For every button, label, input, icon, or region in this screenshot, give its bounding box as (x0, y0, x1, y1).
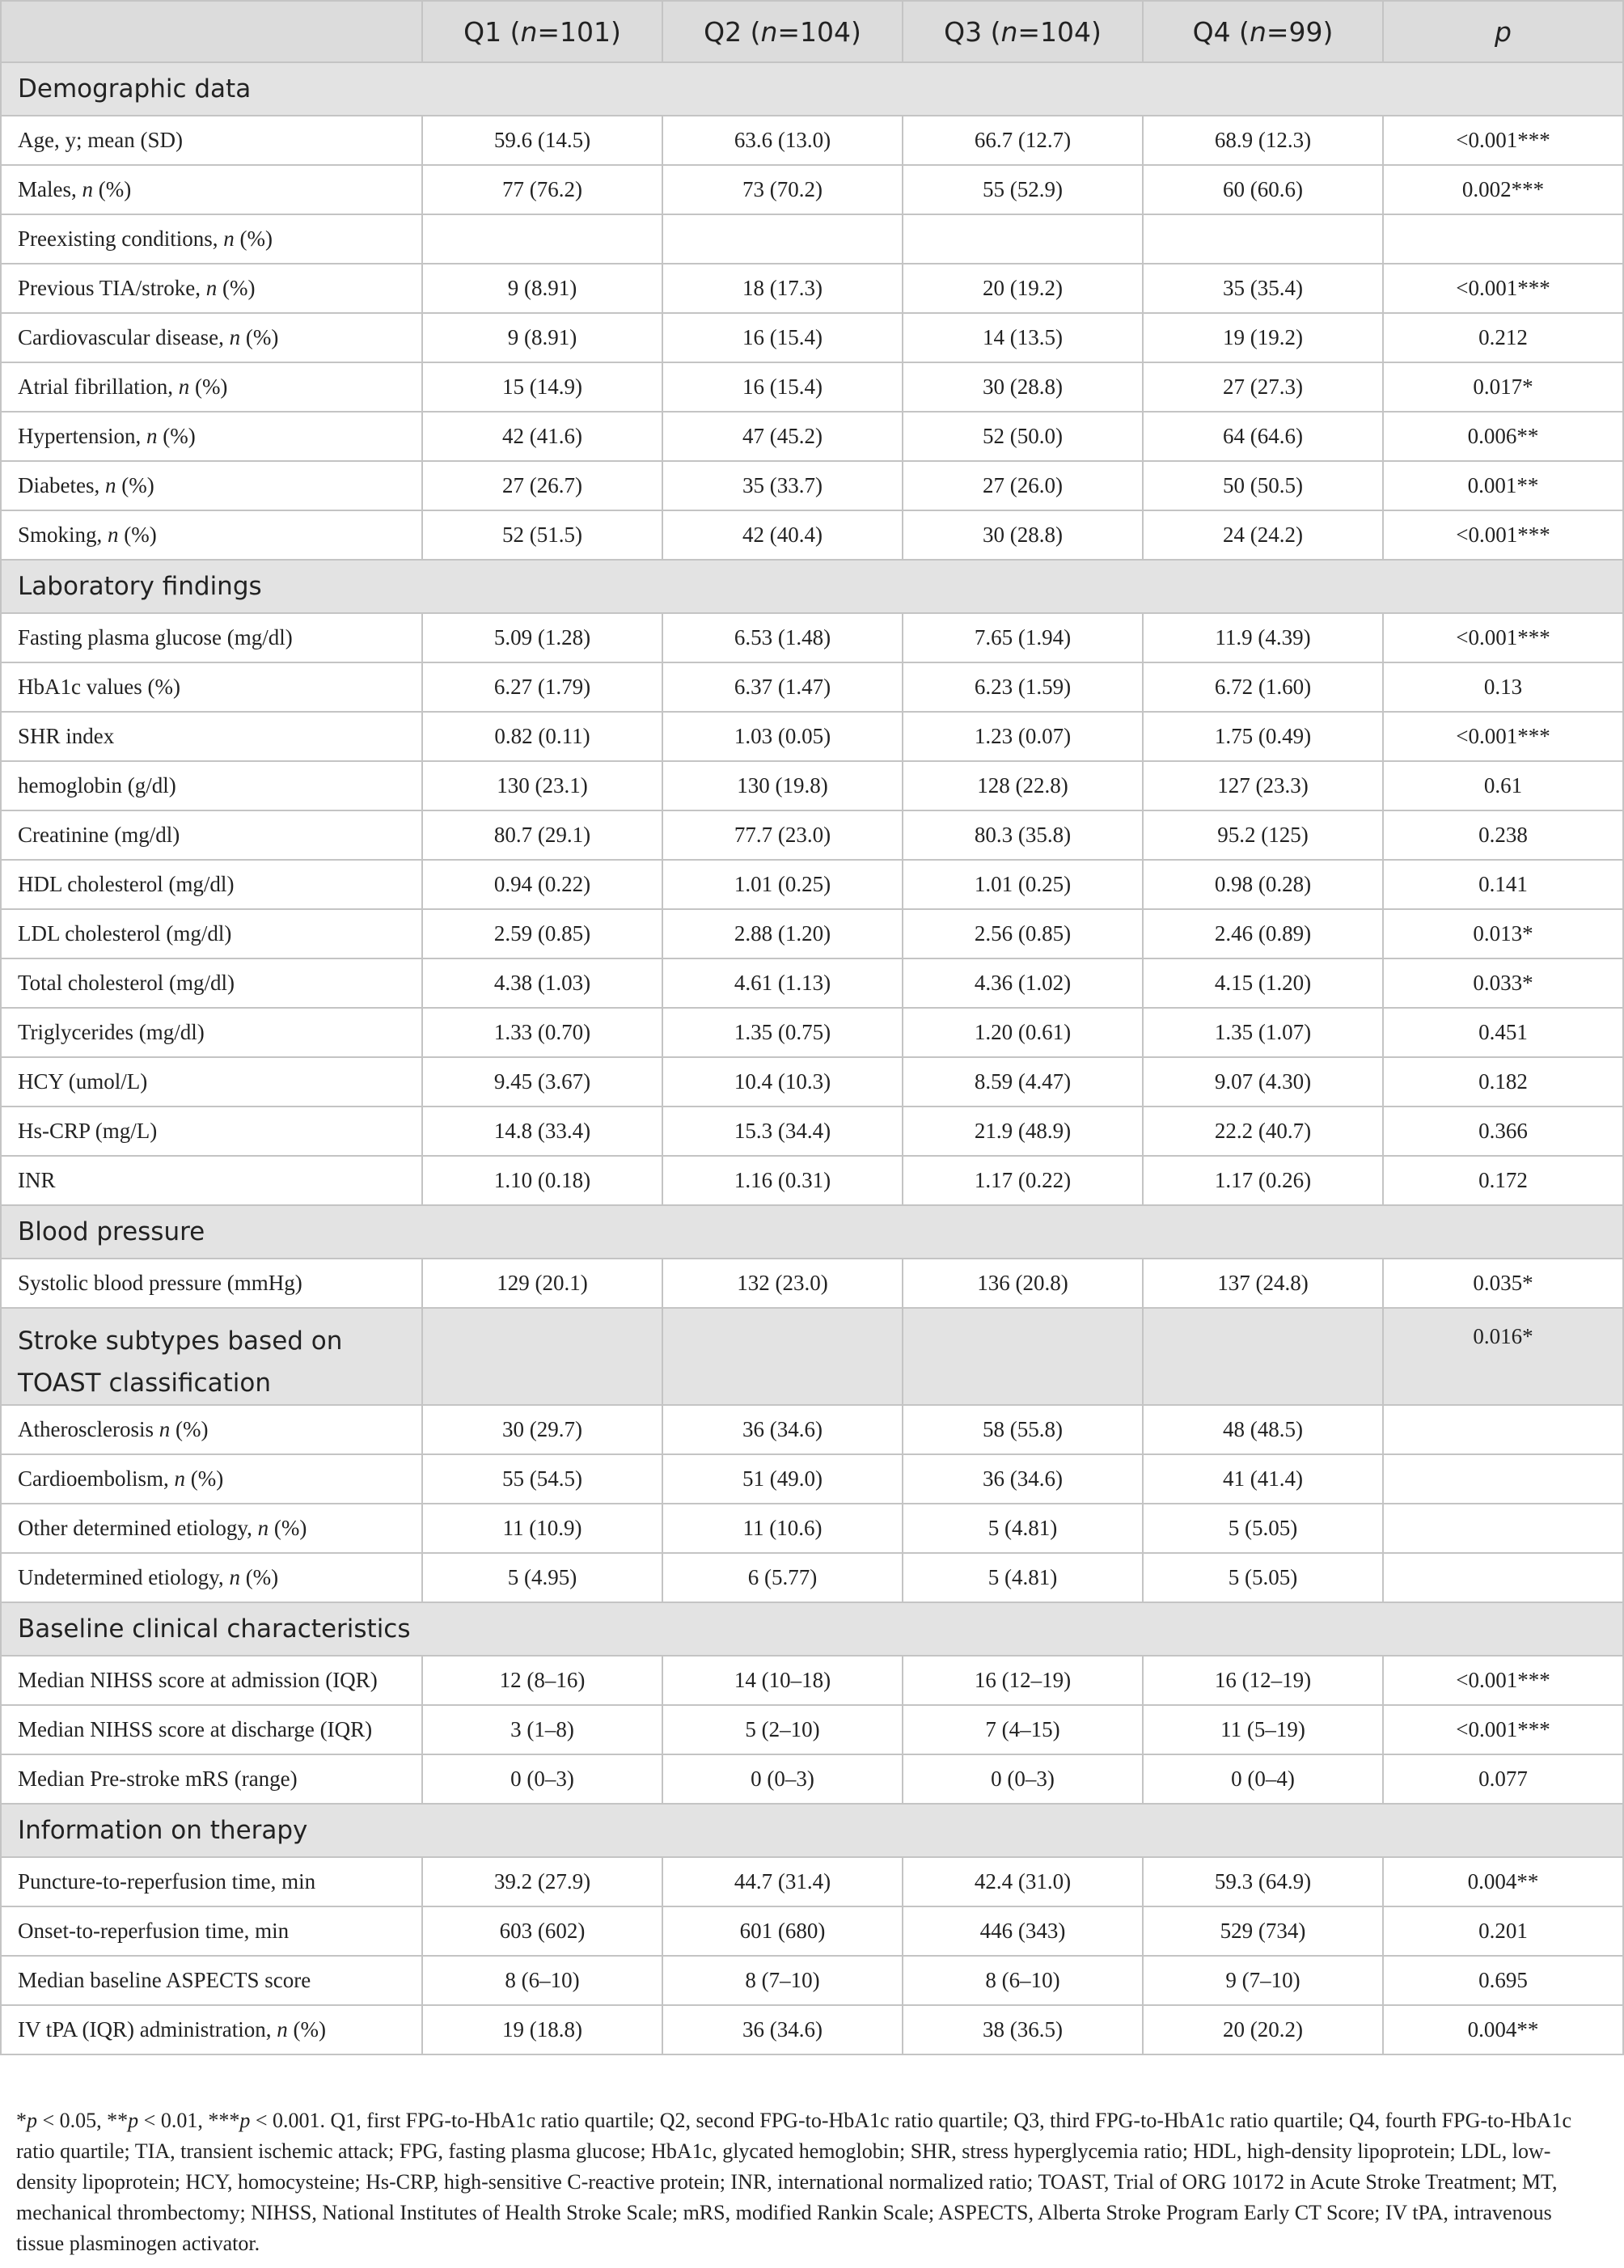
quartile-cell (662, 214, 903, 264)
p-value-cell: 0.238 (1383, 810, 1623, 860)
section-title: Baseline clinical characteristics (1, 1602, 1623, 1656)
quartile-cell: 130 (23.1) (422, 761, 662, 810)
table-row (1, 1405, 1623, 1454)
table-row (1, 860, 1623, 909)
quartile-cell: 80.3 (35.8) (903, 810, 1143, 860)
quartile-cell: 55 (52.9) (903, 165, 1143, 214)
p-value-cell: 0.172 (1383, 1156, 1623, 1205)
quartile-cell: 9 (8.91) (422, 264, 662, 313)
quartile-cell: 5 (4.81) (903, 1504, 1143, 1553)
quartile-cell: 41 (41.4) (1143, 1454, 1383, 1504)
quartile-cell: 6.27 (1.79) (422, 662, 662, 712)
quartile-cell: 2.88 (1.20) (662, 909, 903, 958)
row-label: Creatinine (mg/dl) (1, 810, 422, 860)
p-value-cell (1383, 1405, 1623, 1454)
quartile-cell: 38 (36.5) (903, 2005, 1143, 2054)
quartile-cell: 1.35 (1.07) (1143, 1008, 1383, 1057)
quartile-cell: 8 (6–10) (422, 1956, 662, 2005)
section-header-blood-pressure (1, 1205, 1623, 1259)
row-label: Median NIHSS score at admission (IQR) (1, 1656, 422, 1705)
quartile-cell: 6.37 (1.47) (662, 662, 903, 712)
row-label: hemoglobin (g/dl) (1, 761, 422, 810)
quartile-cell: 21.9 (48.9) (903, 1106, 1143, 1156)
p-value-cell: 0.61 (1383, 761, 1623, 810)
quartile-cell: 0.94 (0.22) (422, 860, 662, 909)
section-header-demographic (1, 62, 1623, 116)
quartile-cell: 44.7 (31.4) (662, 1857, 903, 1906)
p-value-cell: 0.004** (1383, 2005, 1623, 2054)
table-row (1, 1553, 1623, 1602)
quartile-cell: 11 (5–19) (1143, 1705, 1383, 1754)
section-empty-cell (1143, 1308, 1383, 1405)
table-row (1, 1656, 1623, 1705)
p-value-cell: 0.035* (1383, 1259, 1623, 1308)
row-label: INR (1, 1156, 422, 1205)
p-value-cell: 0.006** (1383, 412, 1623, 461)
table-row (1, 1259, 1623, 1308)
header-q1: Q1 (n=101) (422, 1, 662, 62)
row-label: Cardioembolism, n (%) (1, 1454, 422, 1504)
p-value-cell: 0.141 (1383, 860, 1623, 909)
quartile-cell: 35 (35.4) (1143, 264, 1383, 313)
row-label: Total cholesterol (mg/dl) (1, 958, 422, 1008)
quartile-cell: 1.17 (0.26) (1143, 1156, 1383, 1205)
quartile-cell: 12 (8–16) (422, 1656, 662, 1705)
table-row (1, 264, 1623, 313)
quartile-cell: 6.23 (1.59) (903, 662, 1143, 712)
quartile-cell: 14.8 (33.4) (422, 1106, 662, 1156)
quartile-cell: 27 (26.0) (903, 461, 1143, 510)
quartile-cell: 15 (14.9) (422, 362, 662, 412)
p-value-cell: 0.001** (1383, 461, 1623, 510)
quartile-cell: 48 (48.5) (1143, 1405, 1383, 1454)
quartile-cell: 47 (45.2) (662, 412, 903, 461)
p-value-cell: <0.001*** (1383, 1656, 1623, 1705)
p-value-cell: 0.451 (1383, 1008, 1623, 1057)
table-row (1, 214, 1623, 264)
row-label: Other determined etiology, n (%) (1, 1504, 422, 1553)
quartile-cell: 3 (1–8) (422, 1705, 662, 1754)
quartile-cell: 51 (49.0) (662, 1454, 903, 1504)
row-label: Hs-CRP (mg/L) (1, 1106, 422, 1156)
table-row (1, 810, 1623, 860)
table-row (1, 1705, 1623, 1754)
p-value-cell (1383, 1454, 1623, 1504)
row-label: Triglycerides (mg/dl) (1, 1008, 422, 1057)
table-row (1, 2005, 1623, 2054)
header-p: p (1383, 1, 1623, 62)
quartile-cell: 16 (15.4) (662, 362, 903, 412)
quartile-cell: 24 (24.2) (1143, 510, 1383, 560)
quartile-cell: 1.20 (0.61) (903, 1008, 1143, 1057)
quartile-cell: 64 (64.6) (1143, 412, 1383, 461)
section-title: Laboratory findings (1, 560, 1623, 613)
section-title: Blood pressure (1, 1205, 1623, 1259)
quartile-cell: 5 (2–10) (662, 1705, 903, 1754)
section-empty-cell (662, 1308, 903, 1405)
row-label: HDL cholesterol (mg/dl) (1, 860, 422, 909)
row-label: Onset-to-reperfusion time, min (1, 1906, 422, 1956)
quartile-cell: 4.61 (1.13) (662, 958, 903, 1008)
row-label: Undetermined etiology, n (%) (1, 1553, 422, 1602)
section-p-value: 0.016* (1383, 1308, 1623, 1405)
table-row (1, 116, 1623, 165)
table-row (1, 1057, 1623, 1106)
table-row (1, 662, 1623, 712)
quartile-cell: 42 (41.6) (422, 412, 662, 461)
quartile-cell: 5.09 (1.28) (422, 613, 662, 662)
quartile-cell: 128 (22.8) (903, 761, 1143, 810)
section-empty-cell (422, 1308, 662, 1405)
table-row (1, 909, 1623, 958)
p-value-cell: 0.077 (1383, 1754, 1623, 1804)
p-value-cell: <0.001*** (1383, 1705, 1623, 1754)
quartile-cell: 14 (13.5) (903, 313, 1143, 362)
quartile-cell: 30 (29.7) (422, 1405, 662, 1454)
quartile-cell: 6 (5.77) (662, 1553, 903, 1602)
row-label: Hypertension, n (%) (1, 412, 422, 461)
p-value-cell (1383, 1553, 1623, 1602)
quartile-cell: 529 (734) (1143, 1906, 1383, 1956)
header-q3: Q3 (n=104) (903, 1, 1143, 62)
quartile-cell: 2.46 (0.89) (1143, 909, 1383, 958)
quartile-cell: 1.01 (0.25) (903, 860, 1143, 909)
quartile-cell: 50 (50.5) (1143, 461, 1383, 510)
quartile-cell: 6.72 (1.60) (1143, 662, 1383, 712)
quartile-cell: 36 (34.6) (662, 1405, 903, 1454)
quartile-cell: 14 (10–18) (662, 1656, 903, 1705)
p-value-cell: <0.001*** (1383, 510, 1623, 560)
quartile-cell: 4.36 (1.02) (903, 958, 1143, 1008)
quartile-cell: 137 (24.8) (1143, 1259, 1383, 1308)
row-label: Age, y; mean (SD) (1, 116, 422, 165)
p-value-cell: <0.001*** (1383, 712, 1623, 761)
quartile-cell: 63.6 (13.0) (662, 116, 903, 165)
table-row (1, 761, 1623, 810)
p-value-cell (1383, 214, 1623, 264)
table-row (1, 362, 1623, 412)
row-label: Puncture-to-reperfusion time, min (1, 1857, 422, 1906)
quartile-cell: 4.38 (1.03) (422, 958, 662, 1008)
header-q2: Q2 (n=104) (662, 1, 903, 62)
quartile-cell: 42.4 (31.0) (903, 1857, 1143, 1906)
quartile-cell: 36 (34.6) (662, 2005, 903, 2054)
table-row (1, 1008, 1623, 1057)
row-label: IV tPA (IQR) administration, n (%) (1, 2005, 422, 2054)
quartile-cell: 18 (17.3) (662, 264, 903, 313)
quartile-cell: 130 (19.8) (662, 761, 903, 810)
quartile-cell: 136 (20.8) (903, 1259, 1143, 1308)
table-row (1, 1906, 1623, 1956)
quartile-cell: 0 (0–3) (903, 1754, 1143, 1804)
quartile-cell: 9 (7–10) (1143, 1956, 1383, 2005)
quartile-cell: 8 (7–10) (662, 1956, 903, 2005)
p-value-cell (1383, 1504, 1623, 1553)
quartile-cell: 601 (680) (662, 1906, 903, 1956)
section-title-line: TOAST classification (18, 1369, 271, 1398)
section-header-stroke-subtypes (1, 1308, 1623, 1405)
section-title-line: Stroke subtypes based on (18, 1327, 343, 1356)
table-row (1, 1156, 1623, 1205)
quartile-cell: 7 (4–15) (903, 1705, 1143, 1754)
row-label: Fasting plasma glucose (mg/dl) (1, 613, 422, 662)
table-row (1, 1754, 1623, 1804)
section-empty-cell (903, 1308, 1143, 1405)
quartile-cell (1143, 214, 1383, 264)
quartile-cell: 11 (10.6) (662, 1504, 903, 1553)
quartile-cell (903, 214, 1143, 264)
quartile-cell: 1.33 (0.70) (422, 1008, 662, 1057)
section-header-therapy (1, 1804, 1623, 1857)
quartile-cell: 16 (12–19) (903, 1656, 1143, 1705)
quartile-cell: 446 (343) (903, 1906, 1143, 1956)
quartile-cell: 52 (51.5) (422, 510, 662, 560)
table-row (1, 1857, 1623, 1906)
quartile-cell: 0 (0–4) (1143, 1754, 1383, 1804)
row-label: Males, n (%) (1, 165, 422, 214)
row-label: LDL cholesterol (mg/dl) (1, 909, 422, 958)
quartile-cell: 10.4 (10.3) (662, 1057, 903, 1106)
row-label: Previous TIA/stroke, n (%) (1, 264, 422, 313)
row-label: HbA1c values (%) (1, 662, 422, 712)
quartile-cell: 19 (18.8) (422, 2005, 662, 2054)
row-label: Atrial fibrillation, n (%) (1, 362, 422, 412)
section-header-baseline (1, 1602, 1623, 1656)
table-footnote: *p < 0.05, **p < 0.01, ***p < 0.001. Q1, first FPG-to-HbA1c ratio quartile; Q2, second FPG-to-HbA1c ratio quartile; Q3, third FPG-to-HbA1c ratio quartile; Q4, fourth FPG-to-HbA1c ratio quartile; TIA, transient ischemic attack; FPG, fasting plasma glucose; HbA1c, glycated hemoglobin; SHR, stress hyperglycemia ratio; HDL, high-density lipoprotein; LDL, low-density lipoprotein; HCY, homocysteine; Hs-CRP, high-sensitive C-reactive protein; INR, international normalized ratio; TOAST, Trial of ORG 10172 in Acute Stroke Treatment; MT, mechanical thrombectomy; NIHSS, National Institutes of Health Stroke Scale; mRS, modified Rankin Scale; ASPECTS, Alberta Stroke Program Early CT Score; IV tPA, intravenous tissue plasminogen activator. (16, 2109, 1571, 2255)
quartile-cell: 9 (8.91) (422, 313, 662, 362)
quartile-cell: 5 (5.05) (1143, 1553, 1383, 1602)
table-row (1, 958, 1623, 1008)
quartile-cell: 66.7 (12.7) (903, 116, 1143, 165)
quartile-cell: 0 (0–3) (662, 1754, 903, 1804)
quartile-cell: 132 (23.0) (662, 1259, 903, 1308)
row-label: Atherosclerosis n (%) (1, 1405, 422, 1454)
p-value-cell: 0.13 (1383, 662, 1623, 712)
quartile-cell: 5 (4.81) (903, 1553, 1143, 1602)
row-label: Cardiovascular disease, n (%) (1, 313, 422, 362)
quartile-cell: 55 (54.5) (422, 1454, 662, 1504)
quartile-cell: 1.10 (0.18) (422, 1156, 662, 1205)
table-row (1, 1956, 1623, 2005)
quartile-cell: 77 (76.2) (422, 165, 662, 214)
quartile-cell: 9.45 (3.67) (422, 1057, 662, 1106)
quartile-cell: 19 (19.2) (1143, 313, 1383, 362)
table-row (1, 313, 1623, 362)
quartile-cell: 80.7 (29.1) (422, 810, 662, 860)
p-value-cell: <0.001*** (1383, 264, 1623, 313)
table-row (1, 412, 1623, 461)
quartile-cell: 6.53 (1.48) (662, 613, 903, 662)
quartile-cell: 1.23 (0.07) (903, 712, 1143, 761)
quartile-cell: 30 (28.8) (903, 510, 1143, 560)
table-row (1, 1106, 1623, 1156)
p-value-cell: <0.001*** (1383, 613, 1623, 662)
quartile-cell: 16 (12–19) (1143, 1656, 1383, 1705)
table-row (1, 461, 1623, 510)
table-row (1, 613, 1623, 662)
quartile-cell: 36 (34.6) (903, 1454, 1143, 1504)
quartile-cell: 16 (15.4) (662, 313, 903, 362)
quartile-cell: 11 (10.9) (422, 1504, 662, 1553)
quartile-cell: 77.7 (23.0) (662, 810, 903, 860)
quartile-cell: 59.6 (14.5) (422, 116, 662, 165)
quartile-cell: 0.98 (0.28) (1143, 860, 1383, 909)
quartile-cell: 0 (0–3) (422, 1754, 662, 1804)
p-value-cell: <0.001*** (1383, 116, 1623, 165)
quartile-cell: 129 (20.1) (422, 1259, 662, 1308)
quartile-cell (422, 214, 662, 264)
quartile-cell: 35 (33.7) (662, 461, 903, 510)
section-title (1, 1308, 422, 1405)
quartile-cell: 68.9 (12.3) (1143, 116, 1383, 165)
p-value-cell: 0.201 (1383, 1906, 1623, 1956)
row-label: SHR index (1, 712, 422, 761)
quartile-cell: 58 (55.8) (903, 1405, 1143, 1454)
p-value-cell: 0.695 (1383, 1956, 1623, 2005)
table-row (1, 1454, 1623, 1504)
header-q4: Q4 (n=99) (1143, 1, 1383, 62)
quartile-cell: 20 (20.2) (1143, 2005, 1383, 2054)
row-label: Diabetes, n (%) (1, 461, 422, 510)
row-label: Smoking, n (%) (1, 510, 422, 560)
quartile-cell: 8.59 (4.47) (903, 1057, 1143, 1106)
quartile-cell: 1.03 (0.05) (662, 712, 903, 761)
quartile-cell: 30 (28.8) (903, 362, 1143, 412)
quartile-cell: 9.07 (4.30) (1143, 1057, 1383, 1106)
row-label: Median NIHSS score at discharge (IQR) (1, 1705, 422, 1754)
table-row (1, 712, 1623, 761)
quartile-cell: 1.16 (0.31) (662, 1156, 903, 1205)
quartile-cell: 1.75 (0.49) (1143, 712, 1383, 761)
quartile-cell: 15.3 (34.4) (662, 1106, 903, 1156)
quartile-cell: 603 (602) (422, 1906, 662, 1956)
quartile-cell: 4.15 (1.20) (1143, 958, 1383, 1008)
quartile-cell: 1.01 (0.25) (662, 860, 903, 909)
quartile-cell: 20 (19.2) (903, 264, 1143, 313)
row-label: Median baseline ASPECTS score (1, 1956, 422, 2005)
quartile-cell: 22.2 (40.7) (1143, 1106, 1383, 1156)
section-title: Information on therapy (1, 1804, 1623, 1857)
quartile-cell: 0.82 (0.11) (422, 712, 662, 761)
quartile-cell: 39.2 (27.9) (422, 1857, 662, 1906)
quartile-cell: 52 (50.0) (903, 412, 1143, 461)
quartile-cell: 73 (70.2) (662, 165, 903, 214)
table-row (1, 165, 1623, 214)
quartile-cell: 60 (60.6) (1143, 165, 1383, 214)
row-label: Systolic blood pressure (mmHg) (1, 1259, 422, 1308)
p-value-cell: 0.017* (1383, 362, 1623, 412)
p-value-cell: 0.004** (1383, 1857, 1623, 1906)
header-blank (1, 1, 422, 62)
p-value-cell: 0.182 (1383, 1057, 1623, 1106)
row-label: HCY (umol/L) (1, 1057, 422, 1106)
section-title: Demographic data (1, 62, 1623, 116)
quartile-cell: 1.17 (0.22) (903, 1156, 1143, 1205)
quartile-cell: 5 (5.05) (1143, 1504, 1383, 1553)
quartile-cell: 127 (23.3) (1143, 761, 1383, 810)
p-value-cell: 0.366 (1383, 1106, 1623, 1156)
row-label: Preexisting conditions, n (%) (1, 214, 422, 264)
section-header-laboratory (1, 560, 1623, 613)
quartile-cell: 59.3 (64.9) (1143, 1857, 1383, 1906)
table-header-row (1, 1, 1623, 62)
quartile-cell: 8 (6–10) (903, 1956, 1143, 2005)
quartile-cell: 95.2 (125) (1143, 810, 1383, 860)
quartile-cell: 5 (4.95) (422, 1553, 662, 1602)
table-row (1, 510, 1623, 560)
p-value-cell: 0.212 (1383, 313, 1623, 362)
p-value-cell: 0.033* (1383, 958, 1623, 1008)
table-row (1, 1504, 1623, 1553)
row-label: Median Pre-stroke mRS (range) (1, 1754, 422, 1804)
quartile-cell: 2.59 (0.85) (422, 909, 662, 958)
quartile-cell: 42 (40.4) (662, 510, 903, 560)
quartile-cell: 1.35 (0.75) (662, 1008, 903, 1057)
quartile-cell: 27 (27.3) (1143, 362, 1383, 412)
quartile-cell: 7.65 (1.94) (903, 613, 1143, 662)
quartile-cell: 27 (26.7) (422, 461, 662, 510)
quartile-cell: 2.56 (0.85) (903, 909, 1143, 958)
quartile-cell: 11.9 (4.39) (1143, 613, 1383, 662)
p-value-cell: 0.002*** (1383, 165, 1623, 214)
p-value-cell: 0.013* (1383, 909, 1623, 958)
